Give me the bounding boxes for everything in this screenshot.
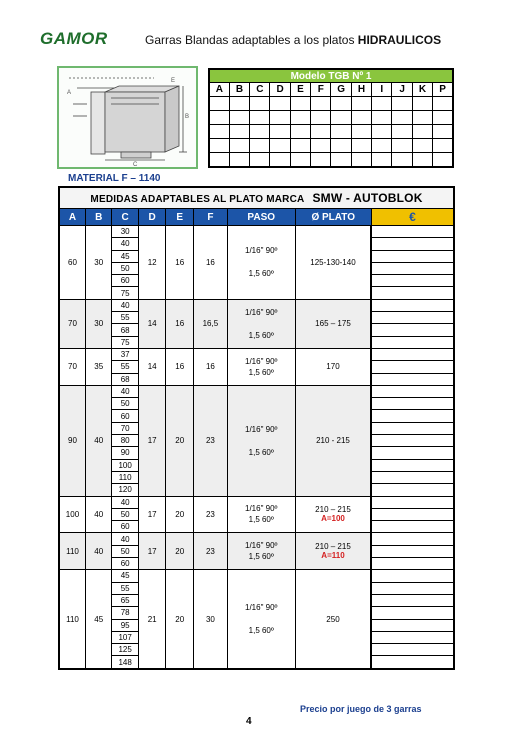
cell-f: 16,5 (193, 299, 227, 348)
model-empty-cell (290, 97, 310, 111)
cell-price (371, 496, 454, 508)
model-empty-cell (270, 153, 290, 168)
cell-e: 20 (166, 496, 194, 533)
paso-line-2: 1,5 60º (248, 447, 274, 457)
paso-line-2: 1,5 60º (248, 330, 274, 340)
cell-c: 125 (112, 644, 138, 656)
page-title-bold: HIDRAULICOS (357, 33, 442, 47)
cell-c: 68 (112, 373, 138, 385)
model-empty-cell (270, 111, 290, 125)
cell-price (371, 422, 454, 434)
cell-paso (227, 299, 295, 348)
cell-c: 37 (112, 348, 138, 360)
model-empty-cell (229, 97, 249, 111)
model-empty-cell (270, 139, 290, 153)
page-title-prefix: Garras Blandas adaptables a los platos (145, 33, 358, 47)
cell-b: 40 (85, 385, 111, 496)
model-empty-cell (372, 139, 392, 153)
cell-price (371, 275, 454, 287)
paso-line-2: 1,5 60º (248, 515, 274, 525)
model-letter-b: B (229, 83, 249, 97)
cell-c: 40 (112, 238, 138, 250)
cell-paso (227, 226, 295, 300)
cell-price (371, 558, 454, 570)
model-empty-cell (229, 153, 249, 168)
cell-c: 107 (112, 631, 138, 643)
model-empty-cell (433, 125, 453, 139)
cell-c: 45 (112, 250, 138, 262)
model-letters-row (209, 83, 453, 97)
cell-price (371, 226, 454, 238)
cell-c: 148 (112, 656, 138, 669)
plato-value: 165 – 175 (315, 319, 351, 329)
cell-plato (295, 496, 371, 533)
cell-c: 70 (112, 422, 138, 434)
cell-plato (295, 348, 371, 385)
plato-value: 210 – 215 (315, 542, 351, 552)
table-title (59, 187, 454, 209)
model-empty-cell (392, 139, 412, 153)
cell-plato (295, 533, 371, 570)
paso-gap (228, 613, 295, 625)
cell-price (371, 398, 454, 410)
model-title: Modelo TGB Nº 1 (209, 69, 453, 83)
cell-c: 40 (112, 533, 138, 545)
paso-gap (228, 435, 295, 447)
model-letter-p: P (433, 83, 453, 97)
cell-price (371, 545, 454, 557)
cell-c: 95 (112, 619, 138, 631)
model-empty-cell (372, 111, 392, 125)
model-letter-j: J (392, 83, 412, 97)
paso-line-1: 1/16" 90º (245, 246, 278, 256)
cell-price (371, 619, 454, 631)
cell-price (371, 324, 454, 336)
table-row (59, 385, 454, 397)
cell-a: 110 (59, 570, 85, 669)
model-empty-cell (412, 97, 432, 111)
model-empty-row (209, 97, 453, 111)
model-table (208, 68, 454, 168)
cell-c: 50 (112, 262, 138, 274)
model-empty-cell (412, 153, 432, 168)
paso-line-2: 1,5 60º (248, 626, 274, 635)
paso-line-1: 1/16" 90º (245, 356, 278, 366)
cell-price (371, 508, 454, 520)
paso-gap (228, 318, 295, 330)
table-row (59, 533, 454, 545)
cell-b: 40 (85, 533, 111, 570)
model-empty-cell (290, 125, 310, 139)
cell-paso (227, 496, 295, 533)
cell-c: 60 (112, 521, 138, 533)
cell-plato (295, 226, 371, 300)
cell-price (371, 348, 454, 360)
cell-e: 16 (166, 348, 194, 385)
model-empty-cell (351, 125, 371, 139)
header-plato: Ø PLATO (295, 209, 371, 226)
header-b: B (85, 209, 111, 226)
cell-c: 40 (112, 299, 138, 311)
model-empty-cell (290, 153, 310, 168)
cell-c: 68 (112, 324, 138, 336)
model-empty-row (209, 139, 453, 153)
cell-paso (227, 348, 295, 385)
model-empty-cell (351, 153, 371, 168)
header-e: E (166, 209, 194, 226)
cell-c: 55 (112, 312, 138, 324)
model-empty-cell (209, 111, 229, 125)
model-empty-cell (229, 139, 249, 153)
table-title-text: MEDIDAS ADAPTABLES AL PLATO MARCA (90, 194, 305, 205)
paso-line-2: 1,5 60º (248, 269, 274, 279)
model-empty-cell (209, 125, 229, 139)
cell-price (371, 250, 454, 262)
cell-e: 20 (166, 570, 194, 669)
cell-c: 80 (112, 435, 138, 447)
paso-line-1: 1/16" 90º (245, 424, 278, 434)
cell-f: 30 (193, 570, 227, 669)
model-empty-cell (229, 111, 249, 125)
model-empty-cell (433, 111, 453, 125)
header-euro: € (371, 209, 454, 226)
cell-price (371, 312, 454, 324)
model-letter-f: F (311, 83, 331, 97)
cell-price (371, 582, 454, 594)
cell-c: 55 (112, 361, 138, 373)
cell-a: 70 (59, 348, 85, 385)
model-empty-cell (331, 97, 351, 111)
cell-c: 50 (112, 545, 138, 557)
model-empty-row (209, 153, 453, 168)
cell-b: 45 (85, 570, 111, 669)
cell-paso (227, 385, 295, 496)
table-row (59, 496, 454, 508)
header-d: D (138, 209, 166, 226)
table-header-row (59, 209, 454, 226)
cell-price (371, 262, 454, 274)
cell-price (371, 336, 454, 348)
model-empty-cell (351, 139, 371, 153)
paso-line-2: 1,5 60º (248, 367, 274, 377)
model-empty-cell (351, 97, 371, 111)
model-empty-cell (270, 97, 290, 111)
cell-c: 40 (112, 385, 138, 397)
model-empty-cell (209, 153, 229, 168)
paso-line-2: 1,5 60º (248, 552, 274, 562)
header-f: F (193, 209, 227, 226)
plato-value: 210 - 215 (316, 436, 350, 446)
model-letter-d: D (270, 83, 290, 97)
paso-line-1: 1/16" 90º (245, 307, 278, 317)
model-empty-cell (209, 97, 229, 111)
cell-price (371, 385, 454, 397)
cell-price (371, 299, 454, 311)
header-a: A (59, 209, 85, 226)
header-c: C (112, 209, 138, 226)
cell-d: 17 (138, 385, 166, 496)
cell-f: 23 (193, 533, 227, 570)
cell-paso (227, 570, 295, 669)
cell-price (371, 459, 454, 471)
cell-d: 17 (138, 496, 166, 533)
cell-price (371, 373, 454, 385)
cell-c: 60 (112, 275, 138, 287)
model-letter-e: E (290, 83, 310, 97)
model-empty-cell (331, 139, 351, 153)
cell-c: 90 (112, 447, 138, 459)
cell-c: 75 (112, 287, 138, 299)
model-empty-cell (250, 111, 270, 125)
cell-price (371, 631, 454, 643)
cell-price (371, 570, 454, 582)
table-title-row (59, 187, 454, 209)
model-empty-cell (433, 97, 453, 111)
table-title-brand: SMW - AUTOBLOK (312, 191, 423, 205)
model-empty-row (209, 111, 453, 125)
cell-c: 65 (112, 594, 138, 606)
plato-value: 125-130-140 (310, 257, 356, 267)
cell-d: 12 (138, 226, 166, 300)
model-empty-cell (331, 125, 351, 139)
cell-f: 16 (193, 348, 227, 385)
model-empty-cell (250, 125, 270, 139)
cell-price (371, 656, 454, 669)
measurements-table (58, 186, 455, 670)
model-empty-cell (311, 153, 331, 168)
model-empty-cell (412, 111, 432, 125)
model-empty-cell (351, 111, 371, 125)
model-empty-cell (392, 111, 412, 125)
cell-price (371, 287, 454, 299)
paso-line-1: 1/16" 90º (245, 603, 278, 612)
model-letter-a: A (209, 83, 229, 97)
plato-note: A=100 (321, 514, 345, 524)
cell-price (371, 533, 454, 545)
cell-a: 90 (59, 385, 85, 496)
model-empty-cell (250, 153, 270, 168)
model-empty-cell (209, 139, 229, 153)
model-empty-cell (250, 139, 270, 153)
model-empty-cell (433, 153, 453, 168)
svg-text:C: C (133, 162, 138, 167)
cell-price (371, 644, 454, 656)
svg-text:E: E (171, 78, 176, 84)
cell-e: 16 (166, 226, 194, 300)
model-empty-cell (290, 139, 310, 153)
cell-a: 110 (59, 533, 85, 570)
model-empty-row (209, 125, 453, 139)
model-empty-cell (412, 139, 432, 153)
table-row (59, 299, 454, 311)
model-empty-cell (311, 139, 331, 153)
cell-price (371, 410, 454, 422)
model-empty-cell (392, 125, 412, 139)
model-empty-cell (392, 97, 412, 111)
cell-price (371, 471, 454, 483)
cell-b: 30 (85, 299, 111, 348)
cell-paso (227, 533, 295, 570)
cell-e: 20 (166, 533, 194, 570)
cell-price (371, 361, 454, 373)
paso-line-1: 1/16" 90º (245, 504, 278, 514)
cell-c: 110 (112, 471, 138, 483)
model-title-row (209, 69, 453, 83)
model-empty-cell (372, 125, 392, 139)
table-row (59, 348, 454, 360)
plato-value: 250 (326, 614, 340, 624)
header-paso: PASO (227, 209, 295, 226)
cell-price (371, 521, 454, 533)
model-empty-cell (270, 125, 290, 139)
model-empty-cell (290, 111, 310, 125)
model-empty-cell (372, 97, 392, 111)
table-row (59, 226, 454, 238)
plato-value: 210 – 215 (315, 505, 351, 515)
cell-c: 50 (112, 398, 138, 410)
jaw-drawing-image (59, 68, 196, 167)
svg-text:A: A (67, 90, 72, 96)
price-note: Precio por juego de 3 garras (300, 704, 422, 714)
model-empty-cell (372, 153, 392, 168)
model-empty-cell (412, 125, 432, 139)
model-empty-cell (392, 153, 412, 168)
table-row (59, 570, 454, 582)
cell-a: 60 (59, 226, 85, 300)
cell-b: 40 (85, 496, 111, 533)
model-empty-cell (331, 153, 351, 168)
cell-c: 45 (112, 570, 138, 582)
svg-text:B: B (185, 114, 190, 120)
cell-f: 16 (193, 226, 227, 300)
cell-d: 14 (138, 299, 166, 348)
cell-b: 35 (85, 348, 111, 385)
cell-a: 70 (59, 299, 85, 348)
cell-c: 75 (112, 336, 138, 348)
cell-c: 120 (112, 484, 138, 496)
cell-plato (295, 570, 371, 669)
cell-c: 55 (112, 582, 138, 594)
cell-d: 17 (138, 533, 166, 570)
cell-price (371, 484, 454, 496)
cell-price (371, 435, 454, 447)
cell-f: 23 (193, 385, 227, 496)
plato-value: 170 (326, 362, 340, 372)
material-label: MATERIAL F – 1140 (68, 173, 161, 184)
cell-b: 30 (85, 226, 111, 300)
model-empty-cell (311, 97, 331, 111)
gamor-logo: GAMOR (40, 29, 108, 48)
cell-c: 40 (112, 496, 138, 508)
cell-c: 50 (112, 508, 138, 520)
model-letter-g: G (331, 83, 351, 97)
cell-c: 78 (112, 607, 138, 619)
cell-d: 14 (138, 348, 166, 385)
model-empty-cell (311, 111, 331, 125)
model-empty-cell (433, 139, 453, 153)
plato-note: A=110 (321, 551, 345, 561)
cell-price (371, 594, 454, 606)
model-letter-i: I (372, 83, 392, 97)
cell-d: 21 (138, 570, 166, 669)
cell-e: 20 (166, 385, 194, 496)
cell-c: 60 (112, 410, 138, 422)
model-letter-k: K (412, 83, 432, 97)
model-empty-cell (311, 125, 331, 139)
page-title (145, 33, 441, 47)
cell-e: 16 (166, 299, 194, 348)
cell-price (371, 607, 454, 619)
model-letter-c: C (250, 83, 270, 97)
model-empty-cell (250, 97, 270, 111)
cell-a: 100 (59, 496, 85, 533)
cell-c: 100 (112, 459, 138, 471)
model-letter-h: H (351, 83, 371, 97)
cell-price (371, 447, 454, 459)
cell-f: 23 (193, 496, 227, 533)
cell-price (371, 238, 454, 250)
jaw-technical-drawing (57, 66, 198, 169)
model-empty-cell (229, 125, 249, 139)
page-number: 4 (246, 716, 252, 727)
model-empty-cell (331, 111, 351, 125)
cell-plato (295, 385, 371, 496)
cell-c: 30 (112, 226, 138, 238)
paso-line-1: 1/16" 90º (245, 541, 278, 551)
cell-c: 60 (112, 558, 138, 570)
paso-gap (228, 256, 295, 268)
cell-plato (295, 299, 371, 348)
